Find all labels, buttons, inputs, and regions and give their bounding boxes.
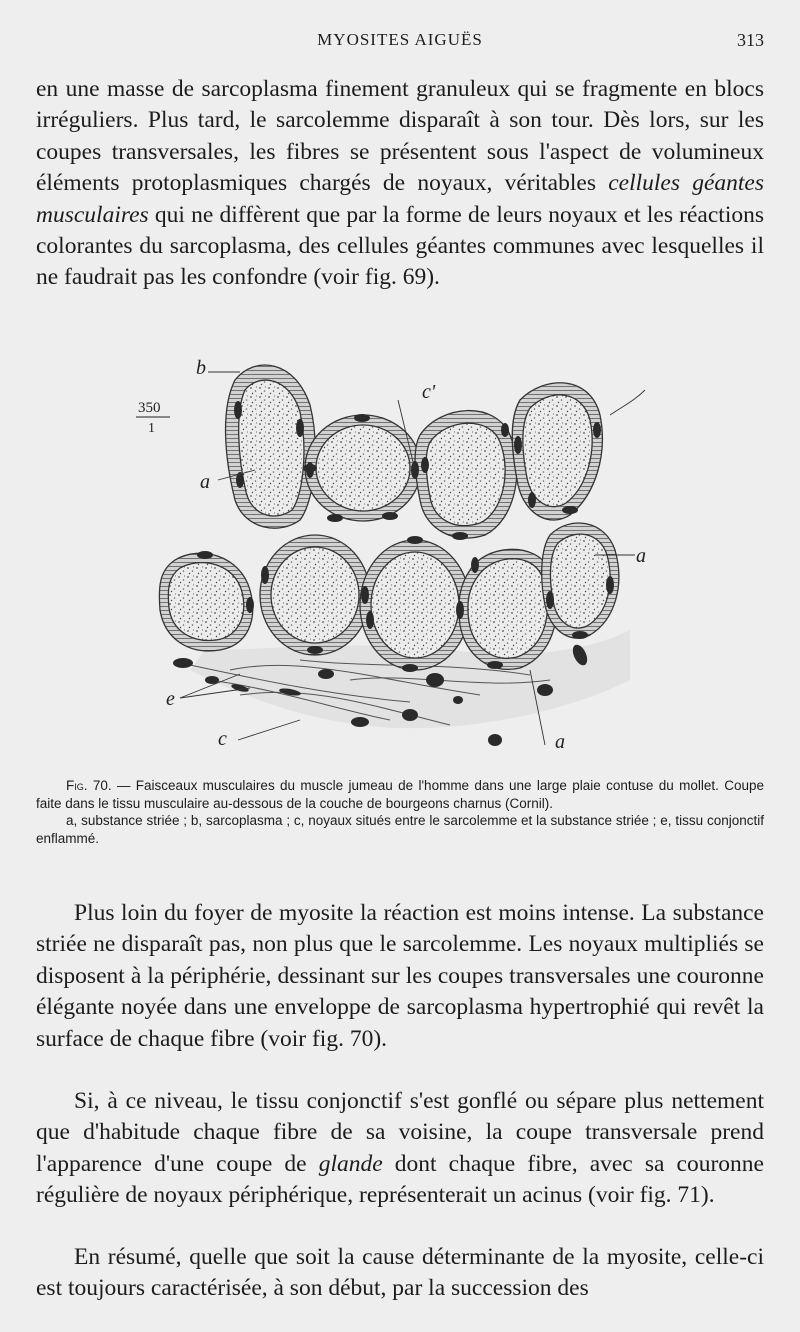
- caption-text: — Faisceaux musculaires du muscle jumeau de l'homme dans une large plaie contuse du mollet. Coupe faite dans le tissu musculaire au-dessous de la couche de bourgeons charnus (Cornil).: [36, 778, 765, 811]
- paragraph-1-text-a: en une masse de sarcoplasma finement granuleux qui se fragmente en blocs irréguliers. Plus tard, le sarcolemme disparaît à son tour. Dès lors, sur les coupes transversales, les fibres se présentent sous l'aspect de volumineux éléments protoplasmiques chargés de noyaux, véritables: [36, 76, 764, 197]
- caption-figure-label: Fig. 70.: [66, 778, 112, 793]
- page-number: 313: [737, 30, 764, 50]
- caption-main: [36, 777, 764, 812]
- paragraph-3-text-b: dont chaque fibre, avec sa couronne régulière de noyaux périphérique, représenterait un acinus (voir fig. 71).: [36, 1150, 764, 1209]
- paragraph-4: En résumé, quelle que soit la cause déterminante de la myosite, celle-ci est toujours caractérisée, à son début, par la succession des: [36, 1244, 764, 1302]
- label-c: c: [218, 728, 227, 750]
- paragraph-1: [36, 74, 764, 294]
- running-title: MYOSITES AIGUËS: [317, 30, 483, 49]
- paragraph-2: Plus loin du foyer de myosite la réaction est moins intense. La substance striée ne disparaît pas, non plus que le sarcolemme. Les noyaux multipliés se disposent à la périphérie, dessinant sur les coupes transversales une couronne élégante noyée dans une enveloppe de sarcoplasma hypertrophié qui revêt la surface de chaque fibre (voir fig. 70).: [36, 900, 764, 1052]
- page-header: [0, 30, 800, 60]
- paragraph-3-text-a: Si, à ce niveau, le tissu conjonctif s'est gonflé ou sépare plus nettement que d'habitude chaque fibre de sa voisine, la coupe transversale prend l'apparence d'une coupe de: [36, 1088, 764, 1177]
- caption-legend: a, substance striée ; b, sarcoplasma ; c, noyaux situés entre le sarcolemme et la substance striée ; e, tissu conjonctif enflammé.: [36, 813, 764, 846]
- label-a-left: a: [200, 471, 210, 493]
- figure-caption: [36, 777, 764, 847]
- label-a-right: a: [636, 545, 646, 567]
- paragraph-3: [36, 1086, 764, 1212]
- magnification-denominator: 1: [148, 421, 155, 436]
- label-a-bottom: a: [555, 731, 565, 753]
- paragraph-3-emphasis: glande: [318, 1150, 383, 1177]
- magnification-numerator: 350: [138, 400, 161, 416]
- paragraph-1-emphasis: cellules géantes musculaires: [36, 170, 764, 228]
- muscle-section-illustration: [138, 350, 655, 760]
- figure-70: [138, 350, 655, 760]
- paragraph-1-text-b: qui ne diffèrent que par la forme de leurs noyaux et les réactions colorantes du sarcoplasma, des cellules géantes communes avec lesquelles il ne faudrait pas les confondre (voir fig. 69).: [36, 201, 764, 291]
- label-e: e: [166, 688, 175, 710]
- label-b: b: [196, 357, 206, 379]
- label-c-prime: c': [422, 381, 436, 403]
